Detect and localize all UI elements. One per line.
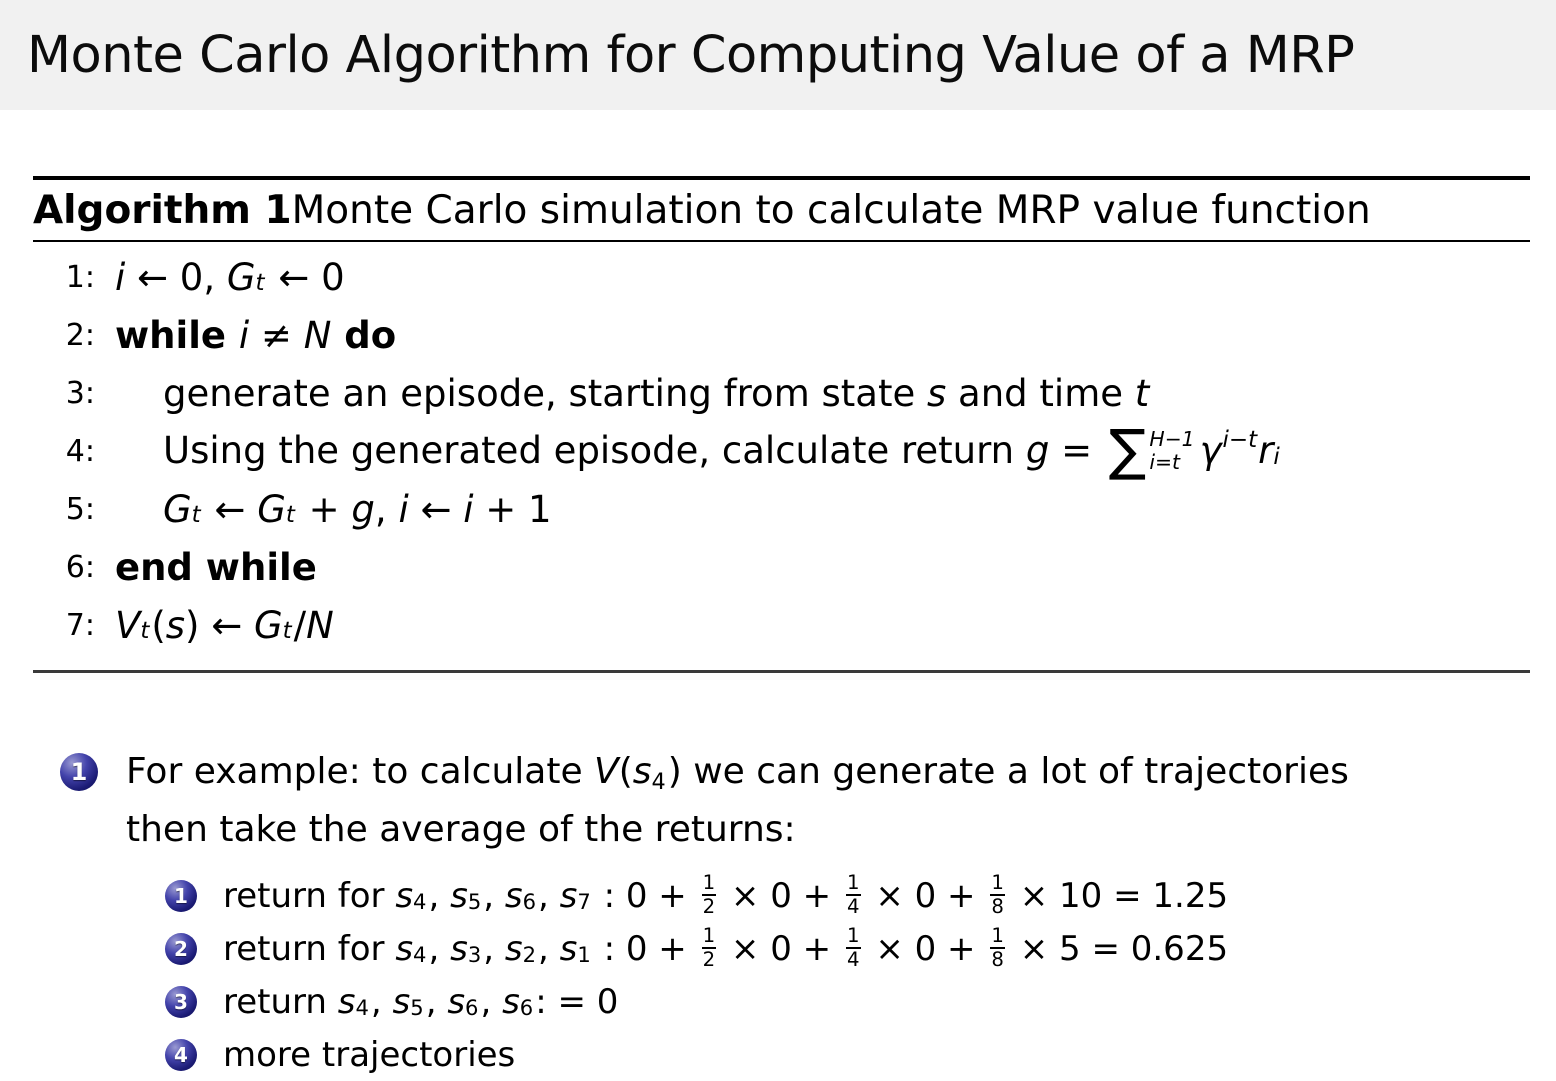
algorithm-caption-label: Algorithm 1 [33,187,292,233]
enumerate-ball-icon: 1 [165,880,197,912]
algorithm-box [33,176,1530,673]
trajectory-text: return s 4 , s 5 , s 6 , s 6 : = 0 [223,981,619,1022]
title-bar [0,0,1556,110]
algorithm-statement: generate an episode, starting from state s and time t [163,371,1150,415]
enumerate-ball-icon: 3 [165,986,197,1018]
algorithm-line-7 [33,596,1530,654]
trajectory-item-2 [165,922,1530,975]
algorithm-caption [33,180,1530,240]
example-text: For example: to calculate V(s4) we can generate a lot of trajectories then take the average of the returns: [126,751,1349,850]
algorithm-statement: Using the generated episode, calculate return g = ∑ H−1 i=t γ i−t r i [163,418,1280,484]
notes-section [60,745,1530,1081]
trajectory-list [165,869,1530,1081]
algorithm-statement: while i ≠ N do [115,313,397,357]
algorithm-caption-text: Monte Carlo simulation to calculate MRP value function [291,187,1371,233]
trajectory-text: return for s 4 , s 3 , s 2 , s 1 : 0 + $\frac{1}{2}$ × 0 + $\frac{1}{4}$ × 0 + $\frac{1}{8}$ × 5 = 0.625 [223,924,1229,971]
line-number: 3: [65,375,95,411]
line-number: 2: [65,317,95,353]
line-number: 7: [65,607,95,643]
line-number: 1: [65,259,95,295]
trajectory-item-3 [165,975,1530,1028]
algorithm-line-6 [33,538,1530,596]
page-title: Monte Carlo Algorithm for Computing Value of a MRP [27,25,1355,85]
line-number: 5: [65,491,95,527]
algorithm-line-2 [33,306,1530,364]
algorithm-line-5 [33,480,1530,538]
algorithm-statement: i ← 0, G t ← 0 [115,255,345,299]
line-number: 6: [65,549,95,585]
algorithm-bottom-rule [33,670,1530,673]
algorithm-statement: end while [115,545,317,589]
algorithm-line-1 [33,248,1530,306]
algorithm-line-4 [33,418,1530,484]
algorithm-line-3 [33,364,1530,422]
algorithm-statement: G t ← G t + g , i ← i + 1 [163,487,552,531]
algorithm-statement: V t ( s ) ← G t / N [115,603,334,647]
trajectory-text: return for s 4 , s 5 , s 6 , s 7 : 0 + $\frac{1}{2}$ × 0 + $\frac{1}{4}$ × 0 + $\frac{1}{8}$ × 10 = 1.25 [223,871,1229,918]
trajectory-text: more trajectories [223,1034,516,1075]
enumerate-ball-icon: 4 [165,1039,197,1071]
enumerate-ball-icon: 2 [165,933,197,965]
trajectory-item-1 [165,869,1530,922]
enumerate-ball-icon: 1 [60,753,98,791]
algorithm-lines [33,242,1530,654]
list-item-example [60,745,1530,857]
trajectory-item-4 [165,1028,1530,1081]
line-number: 4: [65,433,95,469]
